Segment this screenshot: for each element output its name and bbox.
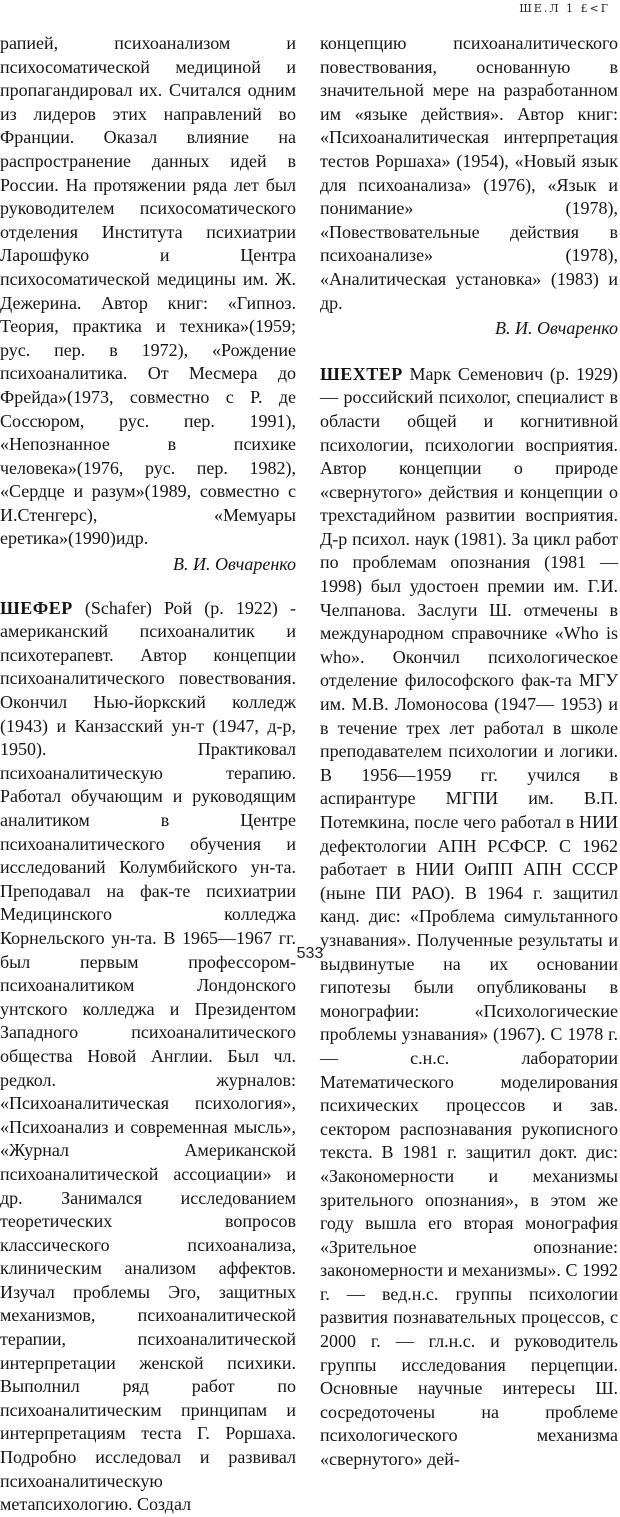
entry-headword: ШЕФЕР (0, 597, 73, 618)
entry-continuation-text: рапией, психоанализом и психосоматической медициной и пропагандировал их. Считался одним из лидеров этих направлений во Франции. Оказал влияние на распространение данных идей в России. На протяжении ряда лет был руководителем психосоматического отделения Института психиатрии Ларошфуко и Центра психосоматической медицины им. Ж. Дежерина. Автор книг: «Гипноз. Теория, практика и техника»(1959; рус. пер. в 1972), «Рождение психоаналитика. От Месмера до Фрейда»(1973, совместно с Р. де Соссюром, рус. пер. 1991), «Непознанное в психике человека»(1976, рус. пер. 1982), «Сердце и разум»(1989, совместно с И.Стенгерс), «Мемуары еретика»(1990)идр. (0, 33, 296, 549)
entry-body-text: (Schafer) Рой (р. 1922) - американский психоаналитик и психотерапевт. Автор концепции психоаналитического повествования. Окончил Нью-йоркский колледж (1943) и Канзасский ун-т (1947, д-р, 1950). Практиковал психоаналитическую терапию. Работал обучающим и руководящим аналитиком в Центре психоаналитического обучения и исследований Колумбийского ун-та. Преподавал на фак-те психиатрии Медицинского колледжа Корнельского ун-та. В 1965—1967 гг. был первым профессором-психоаналитиком Лондонского унтского колледжа и Президентом Западного психоаналитического общества Новой Англии. Был чл. редкол. журналов: «Психоаналитическая психология», «Психоанализ и современная мысль», «Журнал Американской психоаналитической ассоциации» и др. Занимался исследованием теоретических вопросов классического психоанализа, клиническим анализом аффектов. Изучал проблемы Эго, защитных механизмов, психоаналитической терапии, психоаналитической интерпретации женской психики. Выполнил ряд работ по психоаналитическим принципам и интерпретациям теста Г. Роршаха. Подробно исследовал и развивал психоаналитическую метапсихологию. Создал (0, 597, 296, 1515)
entry-shafer (0, 597, 296, 1517)
entry-shekhter (320, 363, 618, 1472)
author-signature: В. И. Овчаренко (172, 554, 296, 575)
page-number: 533 (296, 945, 324, 962)
author-signature: В. И. Овчаренко (494, 318, 618, 339)
entry-body-text: Марк Семенович (р. 1929) — российский психолог, специалист в области общей и когнитивной психологии, психологии восприятия. Автор концепции о природе «свернутого» действия и концепции о трехстадийном развитии восприятия. Д-р психол. наук (1981). За цикл работ по проблемам опознания (1981 — 1998) был удостоен премии им. Г.И. Челпанова. Заслуги Ш. отмечены в международном справочнике «Who is who». Окончил психологическое отделение философского фак-та МГУ им. М.В. Ломоносова (1947— 1953) и в течение трех лет работал в школе преподавателем психологии и логики. В 1956—1959 гг. учился в аспирантуре МГПИ им. В.П. Потемкина, после чего работал в НИИ дефектологии АПН РСФСР. С 1962 работает в НИИ ОиПП АПН СССР (ныне ПИ РАО). В 1964 г. защитил канд. дис: «Проблема симультанного узнавания». Полученные результаты и выдвинутые на их основании гипотезы были опубликованы в монографии: «Психологические проблемы узнавания» (1967). С 1978 г. — с.н.с. лаборатории Математического моделирования психических процессов и зав. сектором распознавания рукописного текста. В 1981 г. защитил докт. дис: «Закономерности и механизмы зрительного опознания», в этом же году вышла его вторая монография «Зрительное опознание: закономерности и механизмы». С 1992 г. — вед.н.с. группы психологии развития познавательных процессов, с 2000 г. — гл.н.с. и руководитель группы исследования перцепции. Основные научные интересы Ш. сосредоточены на проблеме психологического механизма «свернутого» дей- (320, 363, 619, 1470)
left-column (0, 32, 296, 1517)
entry-spacer (320, 341, 618, 363)
running-head: ШЕ.Л 1 £<Г (519, 2, 610, 15)
right-column (320, 32, 618, 1472)
entry-headword: ШЕХТЕР (320, 363, 403, 384)
entry-spacer (0, 577, 296, 597)
entry-continuation-text: концепцию психоаналитического повествования, основанную в значительной мере на разработанном им «языке действия». Автор книг: «Психоаналитическая интерпретация тестов Роршаха» (1954), «Новый язык для психоанализа» (1976), «Язык и понимание» (1978), «Повествовательные действия в психоанализе» (1978), «Аналитическая установка» (1983) и др. (320, 33, 618, 313)
